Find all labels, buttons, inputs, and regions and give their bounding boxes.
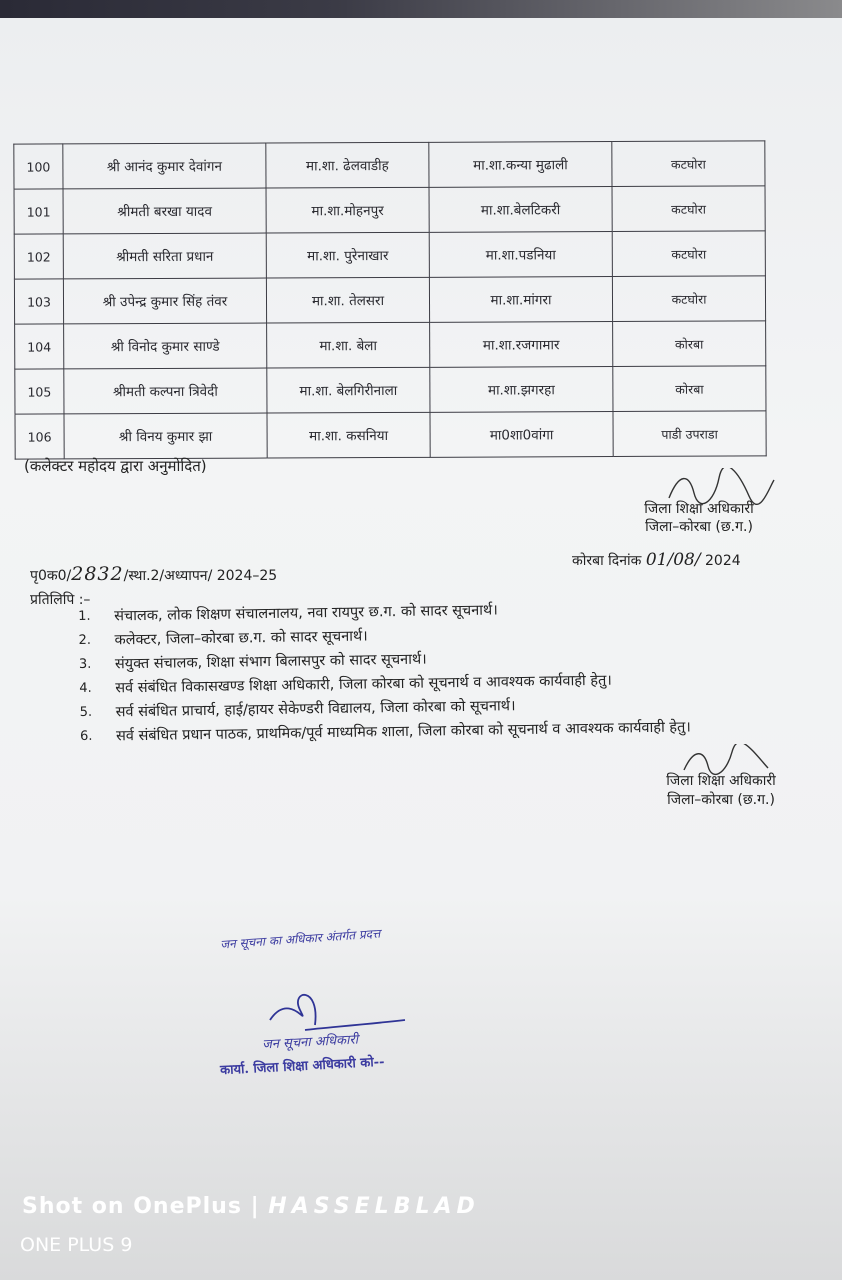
rti-stamp-line3: कार्या. जिला शिक्षा अधिकारी को-- — [219, 1054, 385, 1079]
block-cell: कोरबा — [613, 321, 766, 367]
table-row — [15, 366, 766, 414]
table-row — [15, 321, 766, 369]
block-cell: कटघोरा — [612, 186, 765, 232]
signature-scribble — [659, 468, 779, 508]
serial-number-cell: 103 — [14, 279, 63, 324]
table-row — [14, 231, 765, 279]
table-row — [14, 276, 765, 324]
table-row — [15, 411, 766, 459]
copy-to-label: प्रतिलिपि :– — [30, 592, 91, 608]
teacher-name-cell: श्रीमती सरिता प्रधान — [63, 233, 266, 279]
block-cell: कटघोरा — [612, 276, 765, 322]
copy-item-text: संचालक, लोक शिक्षण संचालनालय, नवा रायपुर छ.ग. को सादर सूचनार्थ। — [114, 602, 498, 625]
reference-suffix: /स्था.2/अध्यापन/ 2024–25 — [123, 568, 278, 584]
block-cell: पाडी उपराडा — [613, 411, 766, 457]
block-cell: कटघोरा — [612, 231, 765, 277]
reference-number — [30, 563, 277, 585]
date-line — [572, 550, 741, 570]
rti-stamp-line2: जन सूचना अधिकारी — [261, 1032, 359, 1053]
copy-item-text: सर्व संबंधित प्राचार्य, हाई/हायर सेकेण्डरी विद्यालय, जिला कोरबा को सूचनार्थ। — [115, 698, 516, 721]
table-row — [14, 186, 765, 234]
copy-item-text: कलेक्टर, जिला–कोरबा छ.ग. को सादर सूचनार्थ। — [114, 628, 368, 649]
copy-item-number: 3. — [78, 656, 92, 672]
from-school-cell: मा.शा.मोहनपुर — [266, 187, 429, 233]
signatory-title: जिला शिक्षा अधिकारी — [644, 501, 754, 517]
copy-item-number: 4. — [79, 680, 92, 696]
watermark-brand: HASSELBLAD — [268, 1194, 480, 1219]
copy-item-text: सर्व संबंधित प्रधान पाठक, प्राथमिक/पूर्व माध्यमिक शाला, जिला कोरबा को सूचनार्थ व आवश्यक कार्यवाही हेतु। — [115, 719, 691, 745]
reference-prefix: पृ0क0/ — [30, 568, 72, 584]
to-school-cell: मा.शा.पडनिया — [429, 232, 612, 278]
background-edge — [0, 0, 842, 18]
teacher-name-cell: श्री विनय कुमार झा — [64, 413, 267, 459]
block-cell: कोरबा — [613, 366, 766, 412]
date-prefix: कोरबा दिनांक — [572, 553, 642, 569]
teacher-name-cell: श्री विनोद कुमार साण्डे — [64, 323, 267, 369]
signature-scribble-2 — [676, 744, 776, 780]
copy-item-number: 5. — [79, 704, 93, 720]
to-school-cell: मा.शा.कन्या मुढाली — [429, 142, 612, 188]
date-year: 2024 — [705, 553, 741, 569]
from-school-cell: मा.शा. बेला — [267, 322, 430, 368]
table-row — [14, 141, 765, 189]
signature-block-2 — [636, 750, 806, 810]
to-school-cell: मा.शा.रजगामार — [430, 322, 613, 368]
copy-item-number: 1. — [78, 608, 91, 624]
serial-number-cell: 101 — [14, 189, 63, 234]
copy-item-number: 2. — [78, 632, 92, 648]
rti-stamp-line1: जन सूचना का अधिकार अंतर्गत प्रदत्त — [219, 926, 381, 952]
copy-item-text: सर्व संबंधित विकासखण्ड शिक्षा अधिकारी, जिला कोरबा को सूचनार्थ व आवश्यक कार्यवाही हेतु। — [115, 672, 612, 697]
serial-number-cell: 102 — [14, 234, 63, 279]
signatory-title-2: जिला शिक्षा अधिकारी — [666, 773, 776, 789]
teacher-name-cell: श्री उपेन्द्र कुमार सिंह तंवर — [63, 278, 266, 324]
teacher-name-cell: श्रीमती बरखा यादव — [63, 188, 266, 234]
to-school-cell: मा.शा.मांगरा — [429, 277, 612, 323]
serial-number-cell: 106 — [15, 414, 64, 459]
transfer-table — [13, 140, 766, 459]
watermark-text: Shot on OnePlus | — [22, 1194, 269, 1219]
to-school-cell: मा.शा.झगरहा — [430, 367, 613, 413]
serial-number-cell: 104 — [15, 324, 64, 369]
copy-item-number: 6. — [79, 728, 93, 744]
teacher-name-cell: श्री आनंद कुमार देवांगन — [63, 143, 266, 189]
copy-to-list — [78, 594, 800, 749]
signature-block-1 — [604, 470, 794, 536]
from-school-cell: मा.शा. बेलगिरीनाला — [267, 367, 430, 413]
reference-handwritten-number: 2832 — [71, 563, 124, 585]
to-school-cell: मा0शा0वांगा — [430, 412, 613, 458]
from-school-cell: मा.शा. कसनिया — [267, 412, 430, 458]
serial-number-cell: 105 — [15, 369, 64, 414]
serial-number-cell: 100 — [14, 144, 63, 189]
approval-note: (कलेक्टर महोदय द्वारा अनुमोदित) — [24, 457, 207, 475]
copy-item-text: संयुक्त संचालक, शिक्षा संभाग बिलासपुर को सादर सूचनार्थ। — [114, 651, 427, 673]
date-value: 01/08/ — [645, 550, 701, 570]
to-school-cell: मा.शा.बेलटिकरी — [429, 187, 612, 233]
from-school-cell: मा.शा. ढेलवाडीह — [266, 142, 429, 188]
from-school-cell: मा.शा. पुरेनाखार — [266, 232, 429, 278]
from-school-cell: मा.शा. तेलसरा — [266, 277, 429, 323]
signatory-district-2: जिला–कोरबा (छ.ग.) — [667, 792, 775, 808]
camera-watermark — [22, 1194, 480, 1219]
block-cell: कटघोरा — [612, 141, 765, 187]
signatory-district: जिला–कोरबा (छ.ग.) — [645, 519, 753, 535]
camera-model: ONE PLUS 9 — [20, 1234, 133, 1256]
teacher-name-cell: श्रीमती कल्पना त्रिवेदी — [64, 368, 267, 414]
